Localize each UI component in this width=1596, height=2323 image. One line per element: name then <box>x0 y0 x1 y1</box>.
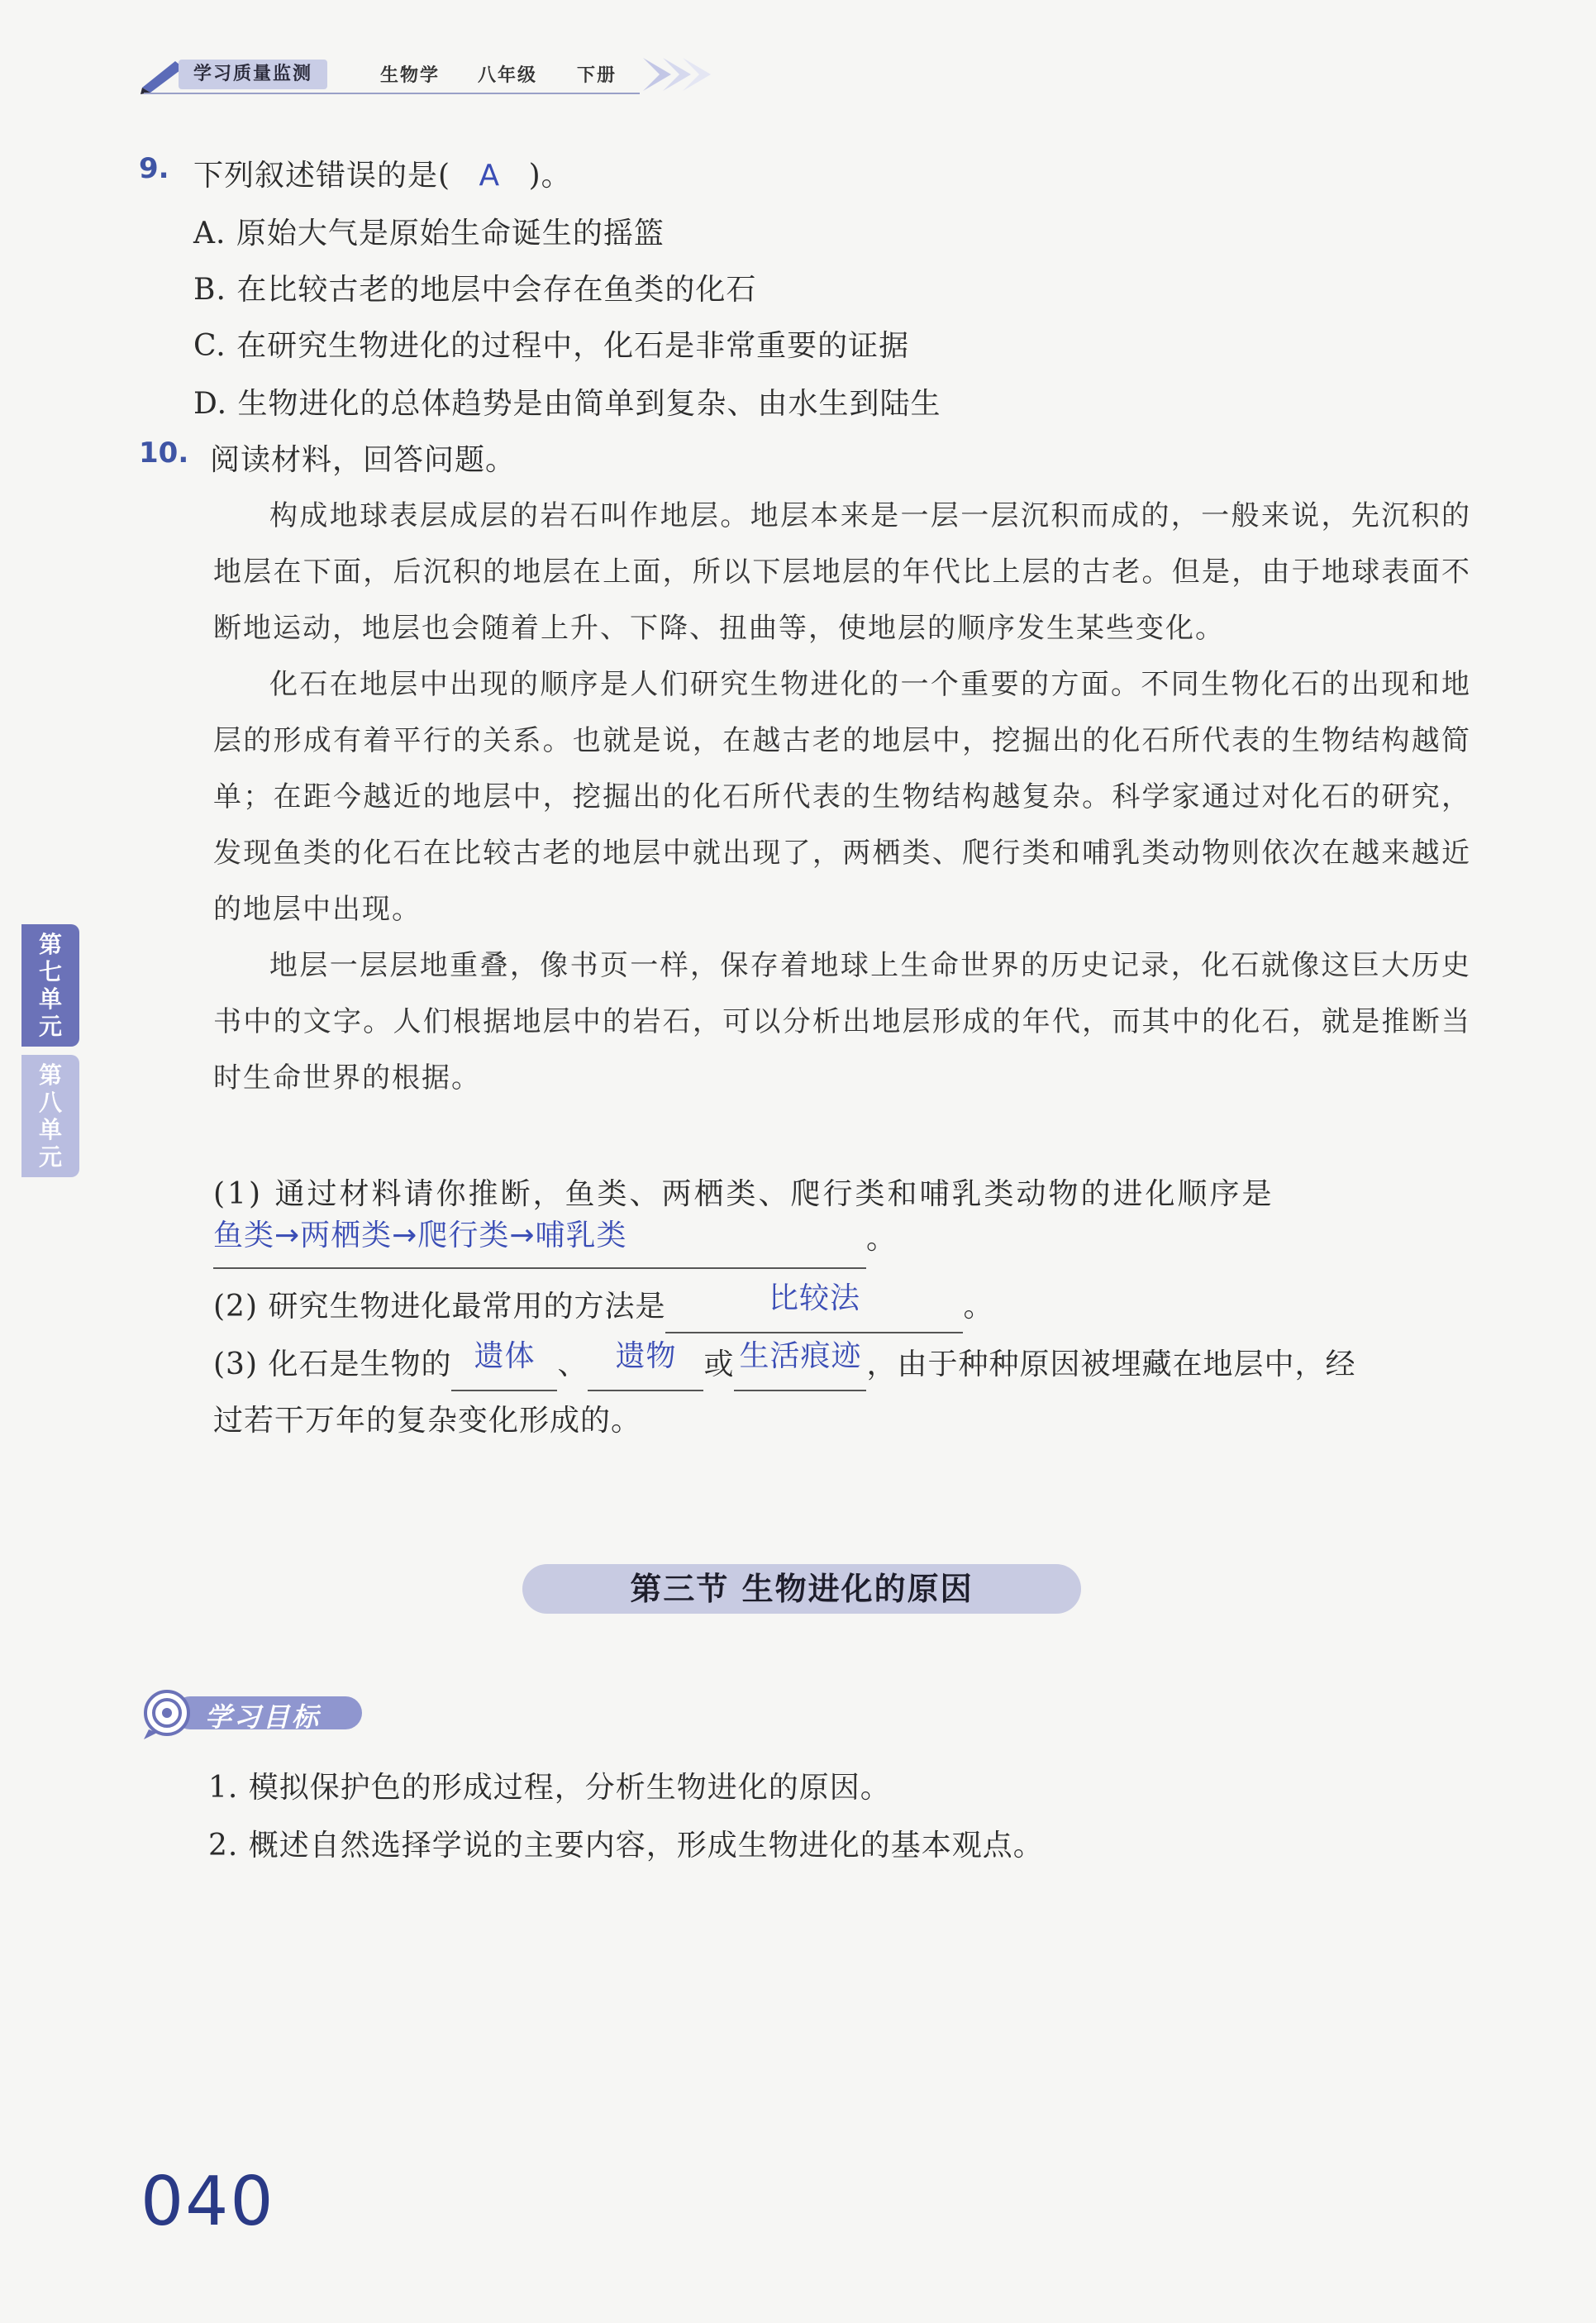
reading-passage <box>213 488 1471 1106</box>
subquestion-2-end: 。 <box>963 1290 994 1324</box>
answer-blank <box>665 1281 963 1333</box>
passage-paragraph: 构成地球表层成层的岩石叫作地层。地层本来是一层一层沉积而成的，一般来说，先沉积的地层在下面，后沉积的地层在上面，所以下层地层的年代比上层的古老。但是，由于地球表面不断地运动，地层也会随着上升、下降、扭曲等，使地层的顺序发生某些变化。 <box>213 499 1471 645</box>
question-number-10: 10. <box>139 436 189 470</box>
passage-paragraph: 化石在地层中出现的顺序是人们研究生物进化的一个重要的方面。不同生物化石的出现和地层的形成有着平行的关系。也就是说，在越古老的地层中，挖掘出的化石所代表的生物结构越简单；在距今越近的地层中，挖掘出的化石所代表的生物结构越复杂。科学家通过对化石的研究，发现鱼类的化石在比较古老的地层中就出现了，两栖类、爬行类和哺乳类动物则依次在越来越近的地层中出现。 <box>213 668 1471 926</box>
subquestion-3-text: (3) 化石是生物的 <box>213 1348 452 1381</box>
subquestion-3 <box>213 1341 1356 1391</box>
question-10-stem: 阅读材料，回答问题。 <box>210 443 517 477</box>
subquestion-1-text: (1) 通过材料请你推断，鱼类、两栖类、爬行类和哺乳类动物的进化顺序是 <box>213 1177 1274 1211</box>
subquestion-1-end: 。 <box>866 1222 898 1256</box>
question-number-9: 9. <box>139 152 169 185</box>
page-header <box>139 51 750 98</box>
side-tab-unit-7[interactable] <box>21 924 79 1047</box>
subquestion-3-answer-1: 遗体 <box>474 1339 536 1373</box>
answer-blank <box>588 1339 703 1391</box>
answer-blank <box>451 1339 557 1391</box>
header-subject: 生物学 <box>380 65 441 86</box>
question-9-option-b: B. 在比较古老的地层中会存在鱼类的化石 <box>193 273 757 307</box>
subquestion-1-answer: 鱼类→两栖类→爬行类→哺乳类 <box>213 1219 627 1252</box>
header-tag: 学习质量监测 <box>179 60 327 89</box>
page-number: 040 <box>141 2163 275 2241</box>
subquestion-3-answer-2: 遗物 <box>615 1339 677 1373</box>
subquestion-2-answer: 比较法 <box>768 1281 860 1315</box>
subquestion-3-line-2: 过若干万年的复杂变化形成的。 <box>213 1404 642 1438</box>
side-tab-label: 第七单元 <box>38 931 62 1040</box>
question-9-stem-text: 下列叙述错误的是( <box>193 159 451 193</box>
subquestion-3-rest: ，由于种种原因被埋藏在地层中，经 <box>866 1348 1356 1381</box>
header-volume: 下册 <box>577 65 617 86</box>
subquestion-3-answer-3: 生活痕迹 <box>739 1339 862 1373</box>
question-9-option-c: C. 在研究生物进化的过程中，化石是非常重要的证据 <box>193 329 910 363</box>
question-9-option-d: D. 生物进化的总体趋势是由简单到复杂、由水生到陆生 <box>193 387 941 421</box>
passage-paragraph: 地层一层层地重叠，像书页一样，保存着地球上生命世界的历史记录，化石就像这巨大历史书中的文字。人们根据地层中的岩石，可以分析出地层形成的年代，而其中的化石，就是推断当时生命世界的根据。 <box>213 949 1471 1095</box>
header-grade: 八年级 <box>478 65 538 86</box>
learning-goals-label: 学习目标 <box>205 1701 322 1733</box>
question-9-stem-end: )。 <box>528 159 572 193</box>
section-title: 第三节 生物进化的原因 <box>522 1564 1081 1614</box>
separator: 、 <box>557 1348 588 1381</box>
question-9-answer: A <box>479 159 501 193</box>
subquestion-2-text: (2) 研究生物进化最常用的方法是 <box>213 1290 666 1324</box>
question-9-option-a: A. 原始大气是原始生命诞生的摇篮 <box>193 217 665 250</box>
learning-goal-item: 1. 模拟保护色的形成过程，分析生物进化的原因。 <box>208 1771 891 1805</box>
separator: 或 <box>703 1348 735 1381</box>
header-divider <box>144 93 640 94</box>
side-tab-unit-8[interactable] <box>21 1055 79 1177</box>
question-9-stem <box>193 152 572 194</box>
answer-blank <box>734 1339 866 1391</box>
learning-goal-item: 2. 概述自然选择学说的主要内容，形成生物进化的基本观点。 <box>208 1829 1044 1863</box>
side-tab-label: 第八单元 <box>38 1061 62 1171</box>
subquestion-2 <box>213 1283 993 1333</box>
answer-blank <box>213 1219 866 1269</box>
subquestion-1-answer-line <box>213 1215 897 1269</box>
chevron-right-icon <box>635 55 717 94</box>
